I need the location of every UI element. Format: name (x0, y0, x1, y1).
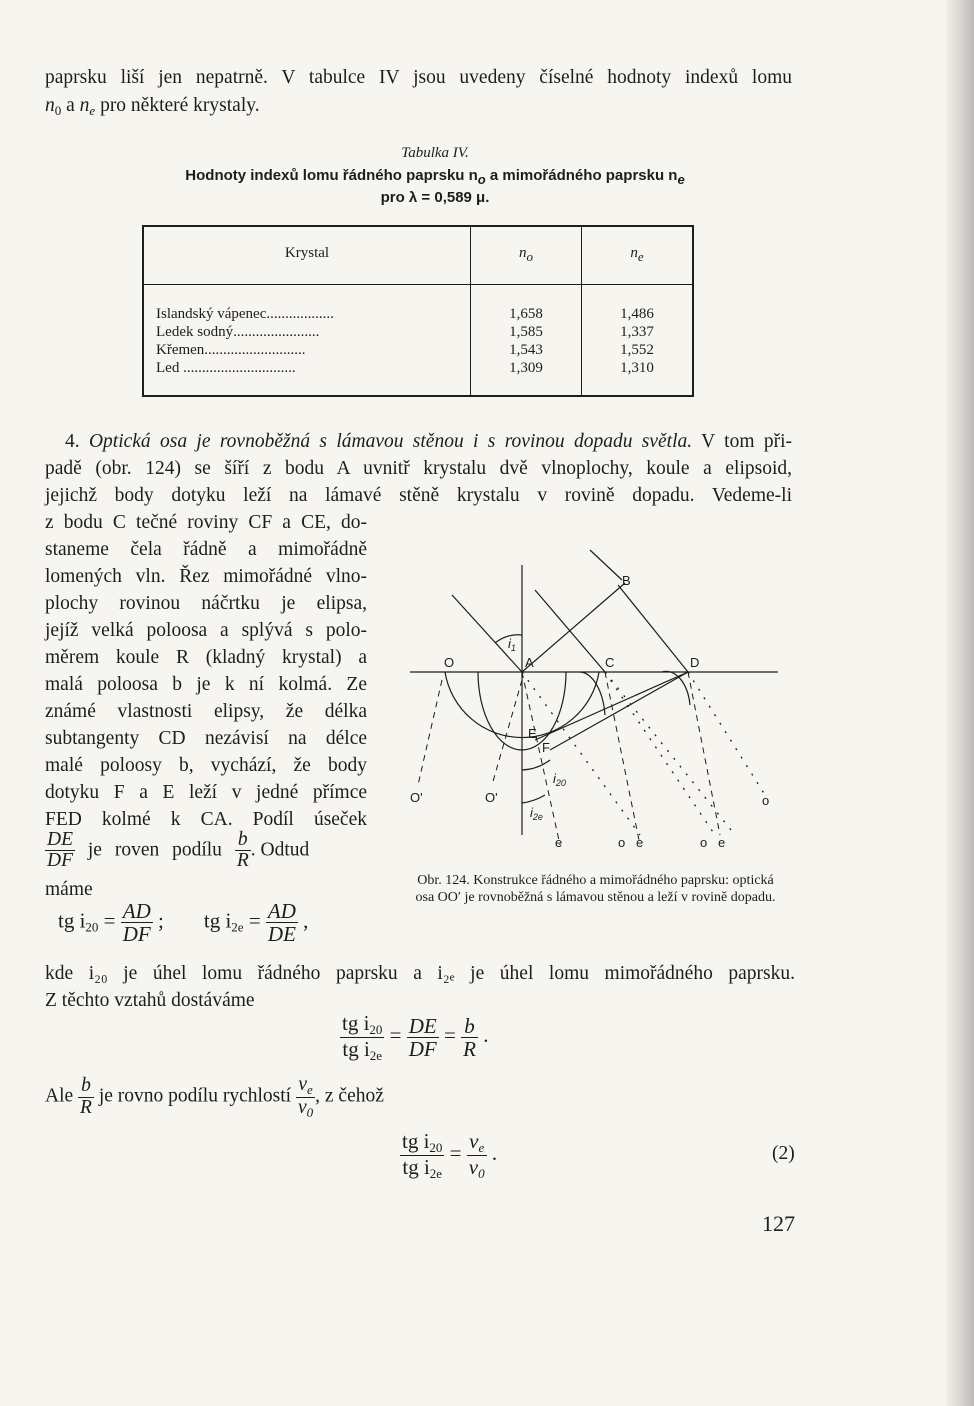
figure-124-diagram (400, 545, 785, 865)
table-row: Ledek sodný....................... (156, 323, 320, 340)
label-e: E (528, 726, 537, 741)
table-title-line-2: pro λ = 0,589 μ. (380, 189, 490, 206)
equation-1: tg $i_{20}$ = $\frac{AD}{DF}$ ; tg $i_{2e}$ = $\frac{AD}{DE}$ , (58, 899, 309, 947)
label-i2e: $i_{2e}$ (530, 805, 543, 822)
angle-i2e (522, 795, 545, 803)
table-body (143, 284, 693, 396)
incident-ray-top (590, 550, 622, 580)
table-label: Tabulka IV. (401, 145, 469, 161)
table-title-line-1: Hodnoty indexů lomu řádného paprsku no a mimořádného paprsku ne (185, 167, 685, 187)
extraordinary-ray-d (688, 672, 765, 795)
table-header-row (143, 226, 693, 284)
label-o: O (444, 655, 455, 670)
header-krystal: Krystal (143, 226, 471, 284)
table-row: Led .............................. (156, 359, 296, 376)
arc-d (662, 671, 690, 705)
after-line-1: kde i₂₀ je úhel lomu řádného paprsku a i₂ₑ je úhel lomu mimořádného paprsku. (45, 963, 795, 984)
ale-line: Ale $\frac{b}{R}$ je rovno podílu rychlostí $\frac{v_e}{v_0}$ , z čehož (45, 1074, 384, 1120)
optical-axis-2 (492, 680, 522, 785)
intro-line-2: $n_0$ a $n_e$ pro některé krystaly. (45, 95, 260, 118)
section4-line: padě (obr. 124) se šíří z bodu A uvnitř krystalu dvě vlnoplochy, koule a elipsoid, (45, 458, 792, 479)
intro-line-1: paprsku liší jen nepatrně. V tabulce IV jsou uvedeny číselné hodnoty indexů lomu (45, 67, 792, 88)
extraordinary-ray-c (605, 672, 735, 835)
label-i20: $i_{20}$ (553, 771, 566, 788)
label-o-4: o (762, 793, 770, 808)
label-o-prime-1: O' (410, 790, 423, 805)
refraction-index-table (142, 225, 694, 397)
equation-2: $\frac{tg i_{20}}{tg i_{2e}}$ = $\frac{DE}{DF}$ = $\frac{b}{R}$ . (342, 1011, 489, 1063)
header-ne: ne (582, 226, 694, 284)
after-line-2: Z těchto vztahů dostáváme (45, 990, 255, 1011)
page-number: 127 (762, 1211, 795, 1236)
label-b: B (622, 573, 631, 588)
mame-text: máme (45, 879, 93, 900)
label-e-2: e (636, 835, 644, 850)
section4-heading: Optická osa je rovnoběžná s lámavou stěnou i s rovinou dopadu světla. (88, 431, 693, 452)
section4-narrow-column: z bodu C tečné roviny CF a CE, do- staneme čela řádně a mimořádně lomených vln. Řez mimořádné vlno- plochy rovinou náčrtku je elipsa, jejíž velká poloosa a splývá s polo- měrem koule R (kladný krystal) a malá poloosa b je k ní kolmá. Ze známé vlastnosti elipsy, že délka subtangenty CD nezávisí na délce malé poloosy b, vychází, že body dotyku F a E leží v jedné přímce FED kolmé k CA. Podíl úseček (45, 512, 367, 830)
equation-number: (2) (772, 1143, 795, 1164)
label-i1: $i_1$ (508, 636, 516, 653)
ordinary-ray-d (688, 672, 720, 835)
col-no: 1,658 1,585 1,543 1,309 (471, 284, 582, 396)
label-o-2: o (618, 835, 626, 850)
incident-ray-3 (618, 585, 688, 672)
table-row: Křemen........................... (156, 341, 306, 358)
label-c: C (605, 655, 615, 670)
col-ne: 1,486 1,337 1,552 1,310 (620, 305, 654, 376)
tangent-cf (550, 672, 688, 750)
figure-caption: Obr. 124. Konstrukce řádného a mimořádného paprsku: optická osa OO′ je rovnoběžná s lámavou stěnou a leží v rovině dopadu. (415, 873, 776, 905)
label-a: A (525, 655, 534, 670)
col-krystal (143, 284, 471, 396)
label-f: F (542, 740, 550, 755)
angle-i20 (522, 760, 550, 770)
equation-3: $\frac{tg i_{20}}{tg i_{2e}}$ = $\frac{v_e}{v_0}$ . (402, 1129, 498, 1181)
table-row: Islandský vápenec.................. (156, 305, 334, 322)
label-e-3: e (718, 835, 726, 850)
page-edge-shadow (946, 0, 974, 1406)
label-e-1: e (555, 835, 563, 850)
optical-axis-1 (418, 680, 442, 785)
incident-ray-1 (452, 595, 522, 672)
extraordinary-ray-a (522, 672, 640, 835)
fraction-line: $\frac{DE}{DF}$ je roven podílu $\frac{b}{R}$ . Odtud (47, 829, 310, 872)
label-o-prime-2: O' (485, 790, 498, 805)
section4-first-line: 4. Optická osa je rovnoběžná s lámavou stěnou i s rovinou dopadu světla. V tom při- (65, 431, 792, 452)
label-d: D (690, 655, 700, 670)
label-o-3: o (700, 835, 708, 850)
header-no: no (471, 226, 582, 284)
section4-line: jejichž body dotyku leží na lámavé stěně krystalu v rovině dopadu. Vedeme-li (45, 485, 792, 506)
